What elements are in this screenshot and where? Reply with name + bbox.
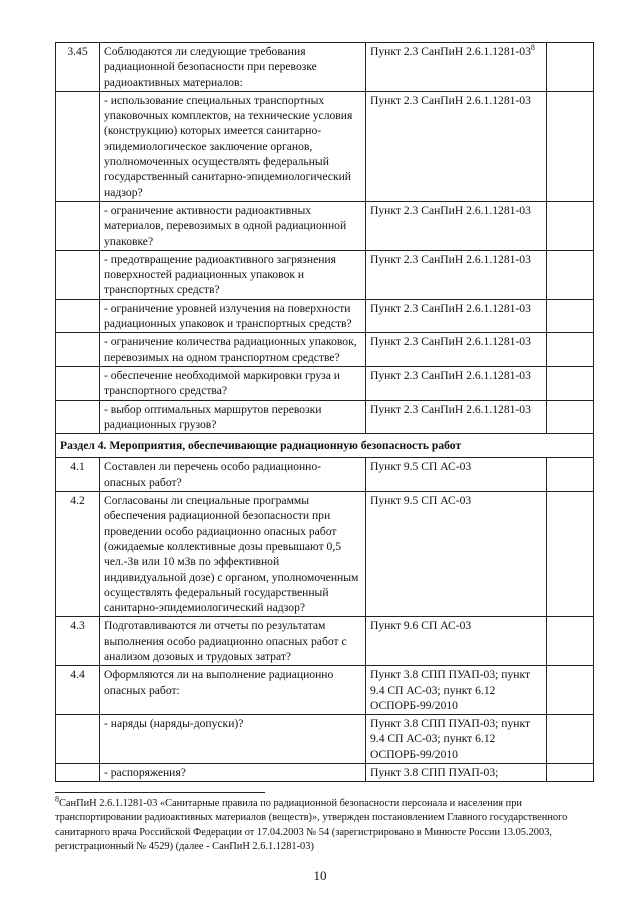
footnote-text: СанПиН 2.6.1.1281-03 «Санитарные правила по радиационной безопасности персонала и населения при транспортировании радиоактивных материалов (веществ)», утвержден постановлением Главного государственного санитарного врача Российской Федерации от 17.04.2003 № 54 (зарегистрировано в Минюсте России 13.05.2003, регистрационный № 4529) (далее - СанПиН 2.6.1.1281-03) [55,798,568,853]
answer-cell [547,492,594,617]
item-question: - ограничение количества радиационных упаковок, перевозимых на одном транспортном средстве? [100,333,366,367]
item-question: Составлен ли перечень особо радиационно-опасных работ? [100,458,366,492]
item-question: - обеспечение необходимой маркировки груза и транспортного средства? [100,366,366,400]
footnote-divider [55,792,265,793]
table-row [56,400,594,434]
item-reference: Пункт 2.3 СанПиН 2.6.1.1281-03 [366,366,547,400]
answer-cell [547,299,594,333]
table-row [56,366,594,400]
table-row [56,333,594,367]
item-number: 4.2 [56,492,100,617]
item-number: 3.45 [56,43,100,92]
item-reference: Пункт 2.3 СанПиН 2.6.1.1281-03 [366,250,547,299]
table-row [56,250,594,299]
answer-cell [547,400,594,434]
item-question: - ограничение уровней излучения на поверхности радиационных упаковок и транспортных средств? [100,299,366,333]
answer-cell [547,250,594,299]
answer-cell [547,333,594,367]
item-reference: Пункт 2.3 СанПиН 2.6.1.1281-03 [366,91,547,201]
table-row [56,617,594,666]
item-question: - наряды (наряды-допуски)? [100,715,366,764]
item-number [56,400,100,434]
item-number: 4.1 [56,458,100,492]
item-reference: Пункт 3.8 СПП ПУАП-03; [366,764,547,782]
item-question: Согласованы ли специальные программы обеспечения радиационной безопасности при проведении особо радиационно опасных работ (ожидаемые коллективные дозы превышают 0,5 чел.-Зв или 10 мЗв по эффективной индивидуальной дозе) с органом, уполномоченным осуществлять федеральный государственный санитарно-эпидемиологический надзор? [100,492,366,617]
table-row [56,666,594,715]
item-number [56,201,100,250]
item-question: Подготавливаются ли отчеты по результатам выполнения особо радиационно опасных работ с анализом дозовых и трудовых затрат? [100,617,366,666]
section-header-row [56,434,594,458]
page-number: 10 [313,868,327,883]
answer-cell [547,715,594,764]
footnote-marker: 8 [55,794,59,804]
footnote-ref[interactable]: 8 [530,43,535,53]
item-number [56,333,100,367]
item-number [56,366,100,400]
answer-cell [547,458,594,492]
item-question: Оформляются ли на выполнение радиационно опасных работ: [100,666,366,715]
item-reference: Пункт 9.5 СП АС-03 [366,458,547,492]
item-number [56,91,100,201]
item-question: - ограничение активности радиоактивных материалов, перевозимых в одной радиационной упаковке? [100,201,366,250]
answer-cell [547,617,594,666]
item-reference: Пункт 9.6 СП АС-03 [366,617,547,666]
table-row [56,715,594,764]
item-number: 4.3 [56,617,100,666]
table-row [56,43,594,92]
answer-cell [547,666,594,715]
item-reference: Пункт 2.3 СанПиН 2.6.1.1281-03 [366,299,547,333]
item-number [56,764,100,782]
item-question: - выбор оптимальных маршрутов перевозки радиационных грузов? [100,400,366,434]
table-row [56,201,594,250]
answer-cell [547,91,594,201]
item-number [56,250,100,299]
reference-text: Пункт 2.3 СанПиН 2.6.1.1281-03 [370,45,531,58]
footnote [55,794,575,855]
item-number: 4.4 [56,666,100,715]
answer-cell [547,366,594,400]
table-row [56,299,594,333]
item-reference: Пункт 2.3 СанПиН 2.6.1.1281-03 [366,400,547,434]
item-reference: Пункт 9.5 СП АС-03 [366,492,547,617]
answer-cell [547,764,594,782]
table-row [56,458,594,492]
table-row [56,91,594,201]
item-question: - использование специальных транспортных упаковочных комплектов, на технические условия (конструкцию) которых имеется санитарно-эпидемиологическое заключение органов, уполномоченных осуществлять федеральный государственный санитарно-эпидемиологический надзор? [100,91,366,201]
checklist-table [55,42,594,782]
answer-cell [547,43,594,92]
table-row [56,492,594,617]
item-reference [366,43,547,92]
item-question: Соблюдаются ли следующие требования радиационной безопасности при перевозке радиоактивных материалов: [100,43,366,92]
item-reference: Пункт 2.3 СанПиН 2.6.1.1281-03 [366,333,547,367]
item-question: - распоряжения? [100,764,366,782]
section-title: Раздел 4. Мероприятия, обеспечивающие радиационную безопасность работ [56,434,594,458]
item-reference: Пункт 3.8 СПП ПУАП-03; пункт 9.4 СП АС-03; пункт 6.12 ОСПОРБ-99/2010 [366,715,547,764]
item-number [56,299,100,333]
item-reference: Пункт 3.8 СПП ПУАП-03; пункт 9.4 СП АС-03; пункт 6.12 ОСПОРБ-99/2010 [366,666,547,715]
item-reference: Пункт 2.3 СанПиН 2.6.1.1281-03 [366,201,547,250]
answer-cell [547,201,594,250]
item-number [56,715,100,764]
item-question: - предотвращение радиоактивного загрязнения поверхностей радиационных упаковок и транспортных средств? [100,250,366,299]
table-row [56,764,594,782]
